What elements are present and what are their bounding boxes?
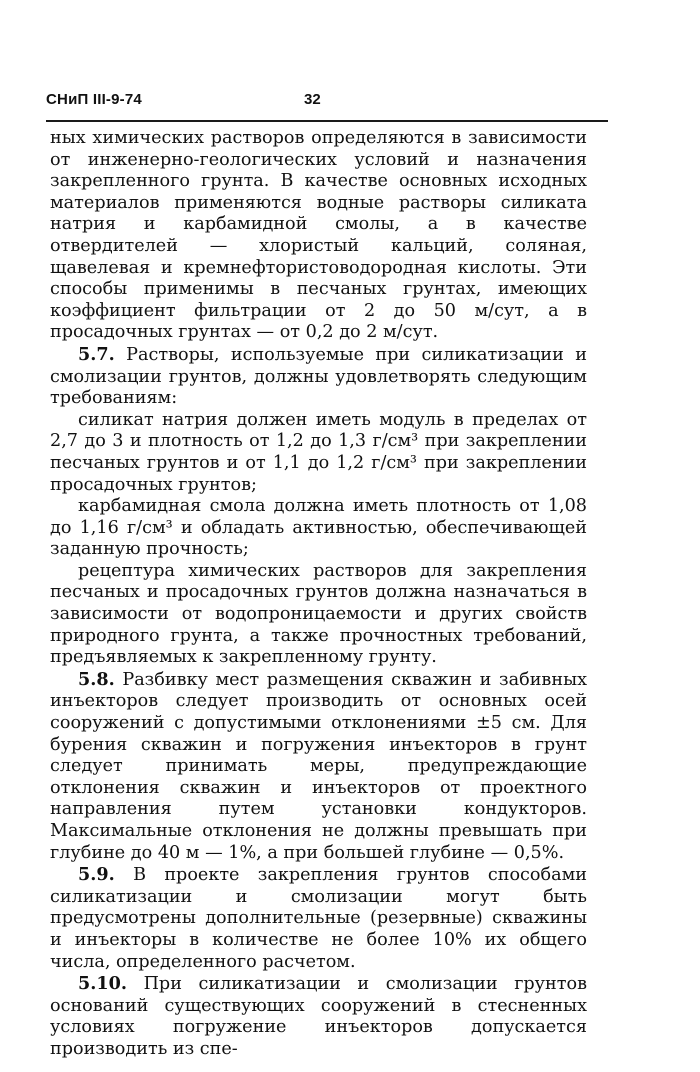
paragraph-5-9 — [50, 864, 587, 973]
paragraph-continuation — [50, 128, 587, 344]
requirement-sodium-silicate — [50, 410, 587, 496]
clause-number: 5.10. — [78, 973, 127, 995]
clause-number: 5.7. — [78, 343, 115, 365]
clause-number: 5.8. — [78, 668, 115, 690]
page-number: 32 — [304, 91, 321, 108]
paragraph-text: Растворы, используемые при силикатизации и смолизации грунтов, должны удовлетворять следующим требованиям: — [50, 344, 587, 409]
paragraph-5-7 — [50, 344, 587, 410]
page-header — [46, 91, 606, 115]
paragraph-5-10 — [50, 973, 587, 1060]
paragraph-text: ных химических растворов определяются в зависимости от инженерно-геологических условий и назначения закрепленного грунта. В качестве основных исходных материалов применяются водные растворы силиката натрия и карбамидной смолы, а в качестве отвердителей — хлористый кальций, соляная, щавелевая и кремнефтористоводородная кислоты. Эти способы применимы в песчаных грунтах, имеющих коэффициент фильтрации от 2 до 50 м/сут, а в просадочных грунтах — от 0,2 до 2 м/сут. — [50, 128, 587, 343]
paragraph-text: Разбивку мест размещения скважин и забивных инъекторов следует производить от основных осей сооружений с допустимыми отклонениями ±5 см. Для бурения скважин и погружения инъекторов в грунт следует принимать меры, предупреждающие отклонения скважин и инъекторов от проектного направления путем установки кондукторов. Максимальные отклонения не должны превышать при глубине до 40 м — 1%, а при большей глубине — 0,5%. — [50, 669, 587, 863]
header-rule — [46, 120, 608, 122]
paragraph-5-8 — [50, 669, 587, 864]
paragraph-text: карбамидная смола должна иметь плотность от 1,08 до 1,16 г/см³ и обладать активностью, обеспечивающей заданную прочность; — [50, 496, 587, 560]
paragraph-text: силикат натрия должен иметь модуль в пределах от 2,7 до 3 и плотность от 1,2 до 1,3 г/см³ при закреплении песчаных грунтов и от 1,1 до 1,2 г/см³ при закреплении просадочных грунтов; — [50, 409, 587, 495]
body-text — [50, 128, 587, 1061]
paragraph-text: В проекте закрепления грунтов способами силикатизации и смолизации могут быть предусмотрены дополнительные (резервные) скважины и инъекторы в количестве не более 10% их общего числа, определенного расчетом. — [50, 865, 587, 972]
requirement-carbamide-resin — [50, 496, 587, 561]
clause-number: 5.9. — [78, 864, 115, 886]
paragraph-text: рецептура химических растворов для закрепления песчаных и просадочных грунтов должна назначаться в зависимости от водопроницаемости и других свойств природного грунта, а также прочностных требований, предъявляемых к закрепленному грунту. — [50, 560, 587, 668]
paragraph-text: При силикатизации и смолизации грунтов оснований существующих сооружений в стесненных условиях погружение инъекторов допускается производить из спе- — [50, 974, 587, 1059]
document-code: СНиП III-9-74 — [46, 91, 142, 108]
requirement-recipe — [50, 561, 587, 669]
